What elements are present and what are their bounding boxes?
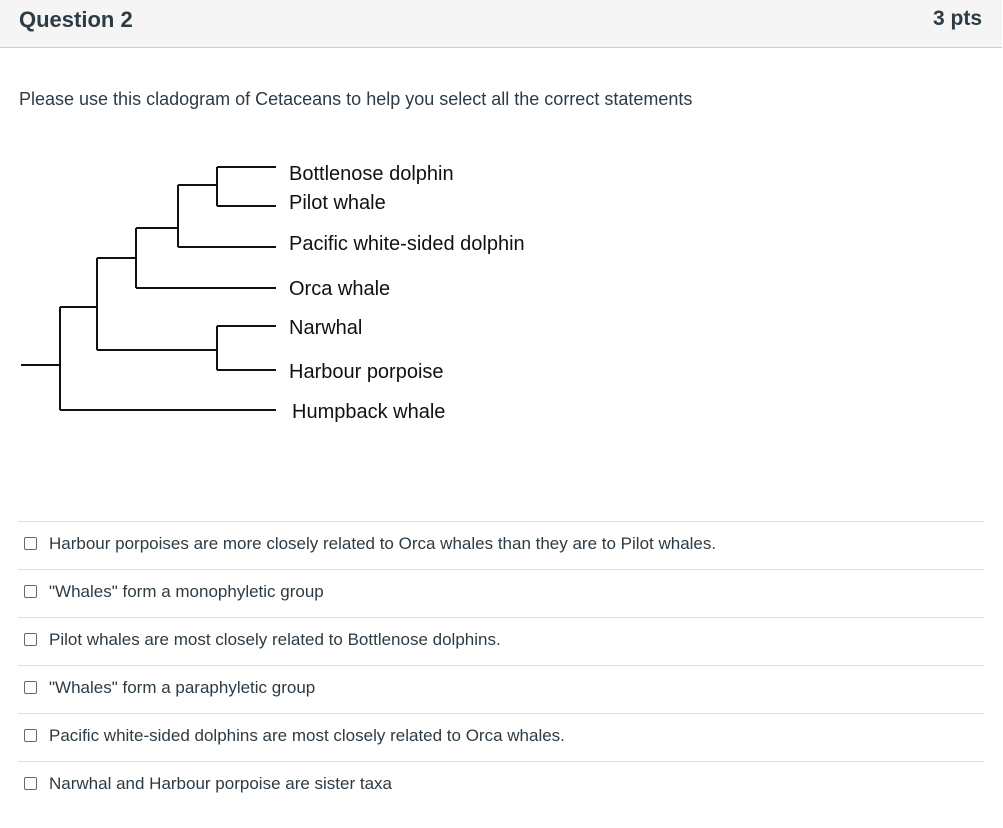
answer-option[interactable] <box>18 570 984 618</box>
answer-checkbox[interactable] <box>24 777 37 790</box>
taxon-label: Humpback whale <box>292 401 446 423</box>
answer-option[interactable] <box>18 714 984 762</box>
answer-label[interactable]: Pacific white-sided dolphins are most closely related to Orca whales. <box>49 726 565 745</box>
cladogram-branches <box>21 167 276 410</box>
answer-checkbox[interactable] <box>24 681 37 694</box>
taxon-label: Pacific white-sided dolphin <box>289 233 525 255</box>
question-title: Question 2 <box>19 7 133 32</box>
answer-list <box>18 521 984 809</box>
answer-checkbox[interactable] <box>24 633 37 646</box>
answer-label[interactable]: "Whales" form a paraphyletic group <box>49 678 316 697</box>
taxon-label: Bottlenose dolphin <box>289 163 454 185</box>
answer-checkbox[interactable] <box>24 729 37 742</box>
answer-option[interactable] <box>18 762 984 809</box>
answer-label[interactable]: Narwhal and Harbour porpoise are sister taxa <box>49 774 393 793</box>
answer-label[interactable]: Pilot whales are most closely related to Bottlenose dolphins. <box>49 630 501 649</box>
answer-label[interactable]: Harbour porpoises are more closely related to Orca whales than they are to Pilot whales. <box>49 534 717 553</box>
answer-option[interactable] <box>18 666 984 714</box>
answer-checkbox[interactable] <box>24 585 37 598</box>
answer-option[interactable] <box>18 522 984 570</box>
taxon-label: Narwhal <box>289 317 363 339</box>
answer-label[interactable]: "Whales" form a monophyletic group <box>49 582 324 601</box>
taxon-label: Orca whale <box>289 278 391 300</box>
question-header <box>0 0 1002 48</box>
answer-checkbox[interactable] <box>24 537 37 550</box>
taxon-label: Harbour porpoise <box>289 361 444 383</box>
cladogram <box>0 140 620 440</box>
answer-option[interactable] <box>18 618 984 666</box>
question-prompt: Please use this cladogram of Cetaceans to help you select all the correct statements <box>19 89 693 109</box>
taxon-label: Pilot whale <box>289 192 386 214</box>
question-points: 3 pts <box>932 7 982 30</box>
